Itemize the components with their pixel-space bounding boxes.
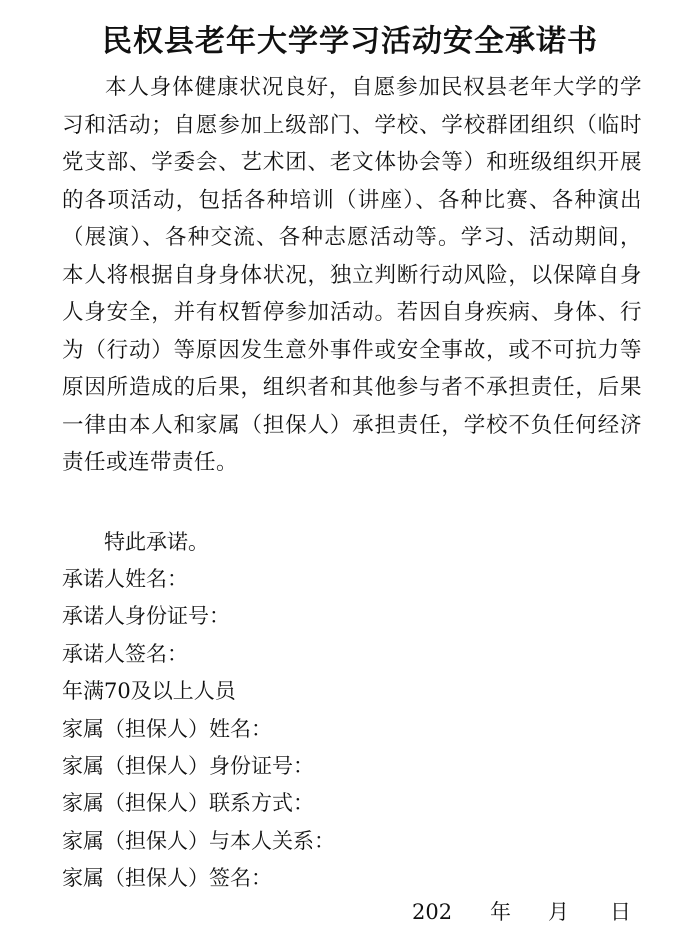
field-pledger-id-number: 承诺人身份证号： [62, 604, 230, 629]
field-pledger-signature: 承诺人签名： [62, 641, 188, 666]
field-guarantor-name: 家属（担保人）姓名： [62, 716, 272, 741]
date-line [412, 894, 631, 931]
date-year: 202 [412, 900, 453, 924]
field-pledger-name: 承诺人姓名： [62, 567, 188, 591]
field-guarantor-signature: 家属（担保人）签名： [62, 866, 272, 891]
field-guarantor-relationship: 家属（担保人）与本人关系： [62, 828, 335, 853]
field-guarantor-contact: 家属（担保人）联系方式： [62, 791, 314, 816]
document-title: 民权县老年大学学习活动安全承诺书 [102, 24, 598, 59]
field-age-note: 年满70及以上人员 [62, 679, 236, 704]
signature-fields [62, 561, 642, 898]
date-day-label: 日 [610, 900, 631, 924]
field-guarantor-id-number: 家属（担保人）身份证号： [62, 753, 314, 778]
pledge-body-paragraph: 本人身体健康状况良好，自愿参加民权县老年大学的学习和活动；自愿参加上级部门、学校、学校群团组织（临时党支部、学委会、艺术团、老文体协会等）和班级组织开展的各项活动，包括各种培训（讲座）、各种比赛、各种演出（展演）、各种交流、各种志愿活动等。学习、活动期间，本人将根据自身身体状况，独立判断行动风险，以保障自身人身安全，并有权暂停参加活动。若因自身疾病、身体、行为（行动）等原因发生意外事件或安全事故，或不可抗力等原因所造成的后果，组织者和其他参与者不承担责任，后果一律由本人和家属（担保人）承担责任，学校不负任何经济责任或连带责任。 [62, 75, 642, 475]
date-month-label: 月 [548, 900, 569, 924]
date-year-label: 年 [490, 900, 511, 924]
pledge-statement: 特此承诺。 [104, 530, 209, 554]
